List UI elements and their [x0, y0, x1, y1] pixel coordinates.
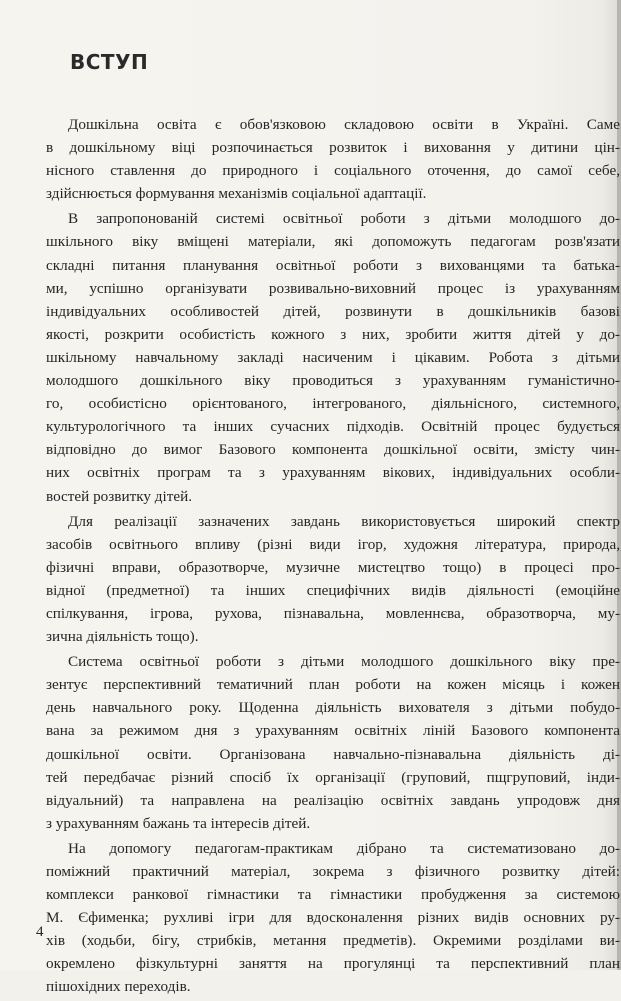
text-line: поміжний практичний матеріал, зокрема з фізичного розвитку дітей: [46, 863, 620, 880]
text-line: відної (предметної) та інших специфічних видів діяльності (емоційне [46, 581, 620, 599]
text-line: пішохідних переходів. [46, 978, 191, 996]
text-line: тей передбачає різний спосіб їх організації (груповий, пщгруповий, інди- [46, 768, 620, 786]
text-line: з урахуванням бажань та інтересів дітей. [46, 814, 311, 832]
text-line: Для реалізації зазначених завдань використовується широкий спектр [68, 512, 620, 530]
page-heading: ВСТУП [70, 50, 149, 74]
text-line: хів (ходьби, бігу, стрибків, метання предметів). Окремими розділами ви- [46, 932, 620, 950]
text-line: На допомогу педагогам-практикам дібрано та систематизовано до- [68, 839, 620, 857]
text-line: окремлено фізкультурні заняття на прогулянці та перспективний план [46, 955, 620, 973]
text-line: складні питання планування освітньої роботи з вихованцями та батька- [46, 256, 620, 274]
paragraph [46, 510, 620, 649]
text-line: культурологічного та інших сучасних підходів. Освітній процес будується [46, 418, 620, 436]
text-line: спілкування, ігрова, рухова, пізнавальна, мовленнєва, образотворча, му- [46, 604, 620, 622]
text-line: М. Єфименка; рухливі ігри для вдосконалення різних видів основних ру- [46, 909, 620, 927]
text-line: засобів освітнього впливу (різні види ігор, художня література, природа, [46, 535, 620, 553]
body-text [46, 113, 620, 1001]
text-line: вана за режимом дня з урахуванням освітніх ліній Базового компонента [46, 722, 620, 740]
paragraph [46, 837, 620, 999]
text-line: комплекси ранкової гімнастики та гімнастики пробудження за системою [46, 886, 620, 904]
text-line: В запропонованій системі освітньої роботи з дітьми молодшого до- [68, 210, 620, 228]
text-line: зентує перспективний тематичний план роботи на кожен місяць і кожен [46, 676, 620, 694]
text-line: якості, розкрити особистість кожного з них, зробити життя дітей у до- [46, 325, 620, 343]
text-line: відповідно до вимог Базового компонента дошкільної освіти, змісту чин- [46, 441, 620, 459]
text-line: молодшого дошкільного віку проводиться з урахуванням гуманістично- [46, 372, 620, 390]
text-line: Дошкільна освіта є обов'язковою складовою освіти в Україні. Саме [68, 116, 620, 133]
text-line: індивідуальних особливостей дітей, розвинути в дошкільників базові [46, 302, 620, 320]
text-line: го, особистісно орієнтованого, інтегрованого, діяльнісного, системного, [46, 395, 620, 413]
paragraph [46, 207, 620, 507]
text-line: в дошкільному віці розпочинається розвиток і виховання у дитини цін- [46, 139, 620, 157]
text-line: день навчального року. Щоденна діяльність вихователя з дітьми побудо- [46, 699, 620, 717]
text-line: востей розвитку дітей. [46, 487, 193, 505]
text-line: шкільного віку вміщені матеріали, які допоможуть педагогам розв'язати [46, 233, 620, 251]
paragraph [46, 650, 620, 835]
paragraph [46, 113, 620, 205]
text-line: зична діяльність тощо). [46, 628, 199, 646]
text-line: шкільному навчальному закладі насиченим і цікавим. Робота з дітьми [46, 348, 620, 366]
text-line: них освітніх програм та з урахуванням вікових, індивідуальних особли- [46, 464, 620, 482]
text-line: ми, успішно організувати розвивально-виховний процес із урахуванням [46, 279, 620, 297]
text-line: здійснюється формування механізмів соціальної адаптації. [46, 185, 427, 203]
text-line: Система освітньої роботи з дітьми молодшого дошкільного віку пре- [68, 653, 620, 671]
text-line: фізичні вправи, образотворче, музичне мистецтво тощо) в процесі про- [46, 558, 620, 576]
text-line: нісного ставлення до природного і соціального оточення, до самої себе, [46, 162, 620, 180]
text-line: дошкільної освіти. Організована навчально-пізнавальна діяльність ді- [46, 745, 620, 763]
text-line: відуальний) та направлена на реалізацію освітніх завдань упродовж дня [46, 791, 620, 809]
page-number: 4 [36, 924, 44, 940]
